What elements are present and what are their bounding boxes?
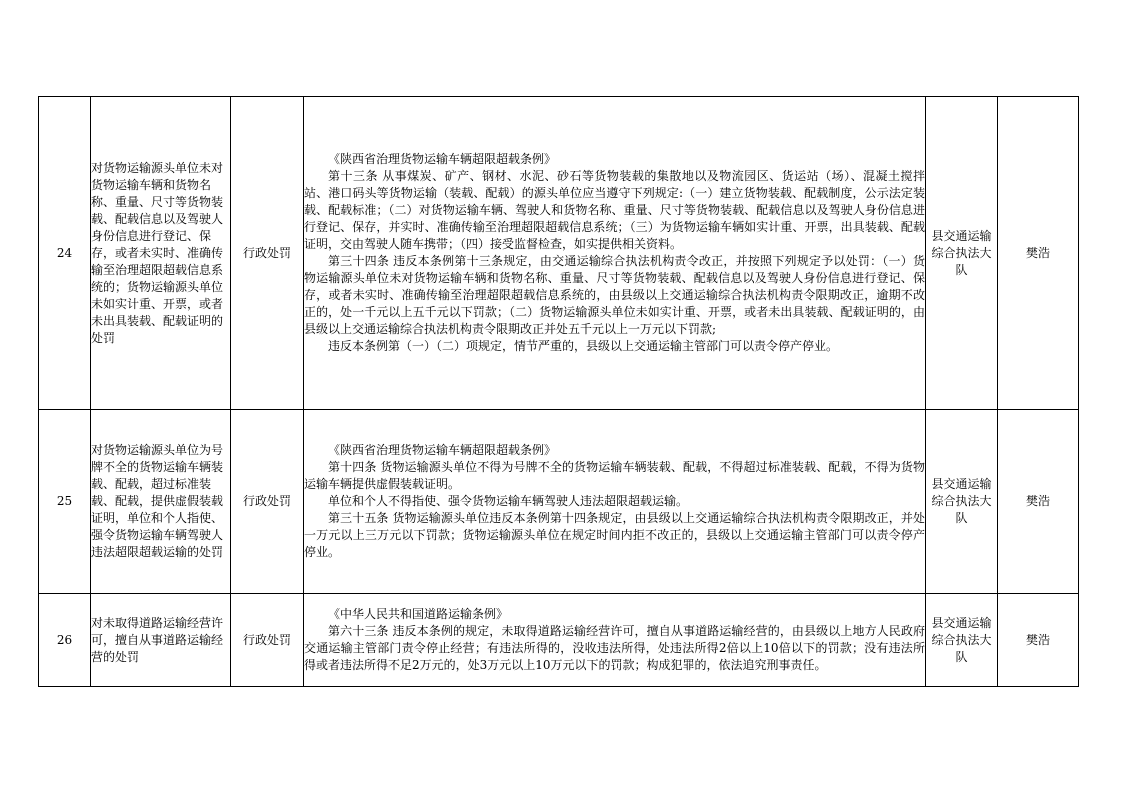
legal-basis: [304, 594, 926, 687]
item-category: 行政处罚: [231, 410, 304, 594]
basis-paragraph: 第三十四条 违反本条例第十三条规定，由交通运输综合执法机构责令改正，并按照下列规定予以处罚：（一）货物运输源头单位未对货物运输车辆和货物名称、重量、尺寸等货物装载、配载信息以及驾驶人身份信息进行登记、保存，或者未实时、准确传输至治理超限超载信息系统的，由县级以上交通运输综合执法机构责令限期改正，逾期不改正的，处一千元以上五千元以下罚款；（二）货物运输源头单位未如实计重、开票，或者未出具装载、配载证明的，由县级以上交通运输综合执法机构责令限期改正并处五千元以上一万元以下罚款;: [304, 254, 925, 336]
row-number: 25: [39, 410, 91, 594]
responsible-department: 县交通运输综合执法大队: [926, 410, 998, 594]
row-number: 26: [39, 594, 91, 687]
legal-basis: [304, 410, 926, 594]
basis-paragraph: 单位和个人不得指使、强令货物运输车辆驾驶人违法超限超载运输。: [328, 494, 689, 508]
responsible-person: 樊浩: [998, 410, 1079, 594]
responsible-department: 县交通运输综合执法大队: [926, 97, 998, 410]
basis-paragraph: 第十四条 货物运输源头单位不得为号牌不全的货物运输车辆装载、配载，不得超过标准装载、配载，不得为货物运输车辆提供虚假装载证明。: [304, 460, 925, 491]
item-name: 对货物运输源头单位为号牌不全的货物运输车辆装载、配载，超过标准装载、配载，提供虚假装载证明，单位和个人指使、强令货物运输车辆驾驶人违法超限超载运输的处罚: [91, 410, 231, 594]
row-number: 24: [39, 97, 91, 410]
table-row: [39, 97, 1079, 410]
table-row: [39, 410, 1079, 594]
item-category: 行政处罚: [231, 97, 304, 410]
enforcement-table: [38, 96, 1079, 687]
table-row: [39, 594, 1079, 687]
item-category: 行政处罚: [231, 594, 304, 687]
responsible-department: 县交通运输综合执法大队: [926, 594, 998, 687]
basis-paragraph: 第十三条 从事煤炭、矿产、钢材、水泥、砂石等货物装载的集散地以及物流园区、货运站（场）、混凝土搅拌站、港口码头等货物运输（装载、配载）的源头单位应当遵守下列规定:（一）建立货物装载、配载制度，公示法定装载、配载标准；（二）对货物运输车辆、驾驶人和货物名称、重量、尺寸等货物装载、配载信息以及驾驶人身份信息进行登记、保存，并实时、准确传输至治理超限超载信息系统；（三）为货物运输车辆如实计重、开票，出具装载、配载证明，交由驾驶人随车携带；（四）接受监督检查，如实提供相关资料。: [304, 169, 925, 251]
basis-law-title: 《陕西省治理货物运输车辆超限超载条例》: [328, 443, 557, 457]
basis-paragraph: 第三十五条 货物运输源头单位违反本条例第十四条规定，由县级以上交通运输综合执法机构责令限期改正，并处一万元以上三万元以下罚款；货物运输源头单位在规定时间内拒不改正的，县级以上交通运输主管部门可以责令停产停业。: [304, 511, 925, 559]
legal-basis: [304, 97, 926, 410]
responsible-person: 樊浩: [998, 97, 1079, 410]
basis-paragraph: 第六十三条 违反本条例的规定，未取得道路运输经营许可，擅自从事道路运输经营的，由县级以上地方人民政府交通运输主管部门责令停止经营；有违法所得的，没收违法所得，处违法所得2倍以上10倍以下的罚款；没有违法所得或者违法所得不足2万元的，处3万元以上10万元以下的罚款；构成犯罪的，依法追究刑事责任。: [304, 624, 925, 672]
basis-law-title: 《中华人民共和国道路运输条例》: [328, 607, 509, 621]
responsible-person: 樊浩: [998, 594, 1079, 687]
item-name: 对未取得道路运输经营许可，擅自从事道路运输经营的处罚: [91, 594, 231, 687]
item-name: 对货物运输源头单位未对货物运输车辆和货物名称、重量、尺寸等货物装载、配载信息以及驾驶人身份信息进行登记、保存，或者未实时、准确传输至治理超限超载信息系统的；货物运输源头单位未如实计重、开票，或者未出具装载、配载证明的处罚: [91, 97, 231, 410]
basis-paragraph: 违反本条例第（一）（二）项规定，情节严重的，县级以上交通运输主管部门可以责令停产停业。: [328, 339, 839, 353]
basis-law-title: 《陕西省治理货物运输车辆超限超载条例》: [328, 152, 557, 166]
